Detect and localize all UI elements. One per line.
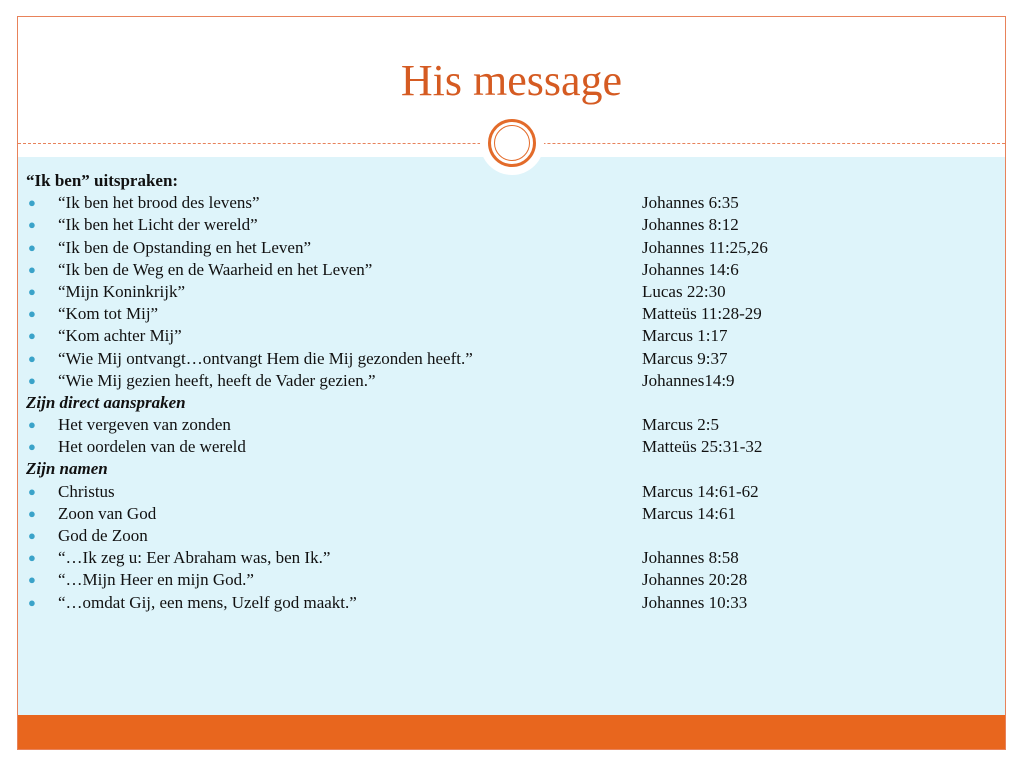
section-heading-text: Zijn namen bbox=[26, 459, 108, 479]
list-item bbox=[26, 503, 966, 525]
item-reference: Johannes 8:12 bbox=[642, 215, 739, 235]
item-reference: Johannes 10:33 bbox=[642, 592, 748, 612]
list-item bbox=[26, 481, 966, 503]
item-text: “Ik ben de Opstanding en het Leven” bbox=[58, 237, 312, 257]
item-text: “…Mijn Heer en mijn God.” bbox=[58, 570, 254, 590]
item-reference: Johannes 6:35 bbox=[642, 193, 739, 213]
section-heading bbox=[26, 392, 966, 414]
item-reference: Marcus 14:61-62 bbox=[642, 481, 759, 501]
bullet-icon: ● bbox=[28, 261, 36, 277]
list-item bbox=[26, 348, 966, 370]
bullet-icon: ● bbox=[28, 306, 36, 322]
list-item bbox=[26, 370, 966, 392]
bullet-icon: ● bbox=[28, 483, 36, 499]
bullet-icon: ● bbox=[28, 439, 36, 455]
item-reference: Johannes 11:25,26 bbox=[642, 237, 768, 257]
list-item bbox=[26, 547, 966, 569]
list-item bbox=[26, 214, 966, 236]
item-text: Het vergeven van zonden bbox=[58, 415, 231, 435]
item-reference: Johannes14:9 bbox=[642, 370, 735, 390]
item-text: God de Zoon bbox=[58, 526, 148, 545]
bottom-accent-bar bbox=[18, 715, 1005, 749]
item-reference: Johannes 14:6 bbox=[642, 259, 739, 279]
item-text: “Ik ben de Weg en de Waarheid en het Leven” bbox=[58, 259, 373, 279]
item-reference: Lucas 22:30 bbox=[642, 281, 726, 301]
bullet-icon: ● bbox=[28, 217, 36, 233]
item-text: “Wie Mij gezien heeft, heeft de Vader gezien.” bbox=[58, 370, 376, 390]
item-text: “Wie Mij ontvangt…ontvangt Hem die Mij gezonden heeft.” bbox=[58, 348, 473, 368]
list-item bbox=[26, 325, 966, 347]
ornament-inner-ring-icon bbox=[494, 125, 530, 161]
bullet-icon: ● bbox=[28, 350, 36, 366]
item-reference: Johannes 20:28 bbox=[642, 570, 748, 590]
item-reference: Matteüs 25:31-32 bbox=[642, 437, 763, 457]
bullet-icon: ● bbox=[28, 283, 36, 299]
list-item bbox=[26, 192, 966, 214]
slide-title: His message bbox=[400, 56, 623, 105]
item-reference: Marcus 2:5 bbox=[642, 415, 719, 435]
list-item bbox=[26, 303, 966, 325]
item-text: Christus bbox=[58, 481, 115, 501]
bullet-icon: ● bbox=[28, 372, 36, 388]
list-item bbox=[26, 237, 966, 259]
list-item bbox=[26, 436, 966, 458]
item-reference: Johannes 8:58 bbox=[642, 548, 739, 568]
item-text: Het oordelen van de wereld bbox=[58, 437, 246, 457]
list-item bbox=[26, 414, 966, 436]
bullet-icon: ● bbox=[28, 505, 36, 521]
item-text: “Ik ben het Licht der wereld” bbox=[58, 215, 258, 235]
bullet-icon: ● bbox=[28, 195, 36, 211]
bullet-icon: ● bbox=[28, 550, 36, 566]
bullet-icon: ● bbox=[28, 328, 36, 344]
item-text: “Mijn Koninkrijk” bbox=[58, 281, 186, 301]
content-list bbox=[26, 170, 966, 614]
bullet-icon: ● bbox=[28, 572, 36, 588]
section-heading bbox=[26, 170, 966, 192]
list-item bbox=[26, 592, 966, 614]
item-text: “Ik ben het brood des levens” bbox=[58, 193, 260, 213]
list-item bbox=[26, 525, 966, 547]
item-reference: Marcus 9:37 bbox=[642, 348, 728, 368]
bullet-icon: ● bbox=[28, 239, 36, 255]
bullet-icon: ● bbox=[28, 417, 36, 433]
list-item bbox=[26, 259, 966, 281]
list-item bbox=[26, 281, 966, 303]
bullet-icon: ● bbox=[28, 528, 36, 543]
item-text: Zoon van God bbox=[58, 503, 157, 523]
item-reference: Marcus 14:61 bbox=[642, 503, 736, 523]
bullet-icon: ● bbox=[28, 594, 36, 610]
item-text: “Kom achter Mij” bbox=[58, 326, 182, 346]
item-reference: Marcus 1:17 bbox=[642, 326, 728, 346]
item-text: “Kom tot Mij” bbox=[58, 304, 159, 324]
item-text: “…omdat Gij, een mens, Uzelf god maakt.” bbox=[58, 592, 357, 612]
list-item bbox=[26, 569, 966, 591]
section-heading bbox=[26, 458, 966, 480]
section-heading-text: Zijn direct aanspraken bbox=[26, 392, 186, 412]
section-heading-text: “Ik ben” uitspraken: bbox=[26, 171, 179, 190]
item-text: “…Ik zeg u: Eer Abraham was, ben Ik.” bbox=[58, 548, 331, 568]
item-reference: Matteüs 11:28-29 bbox=[642, 304, 762, 324]
